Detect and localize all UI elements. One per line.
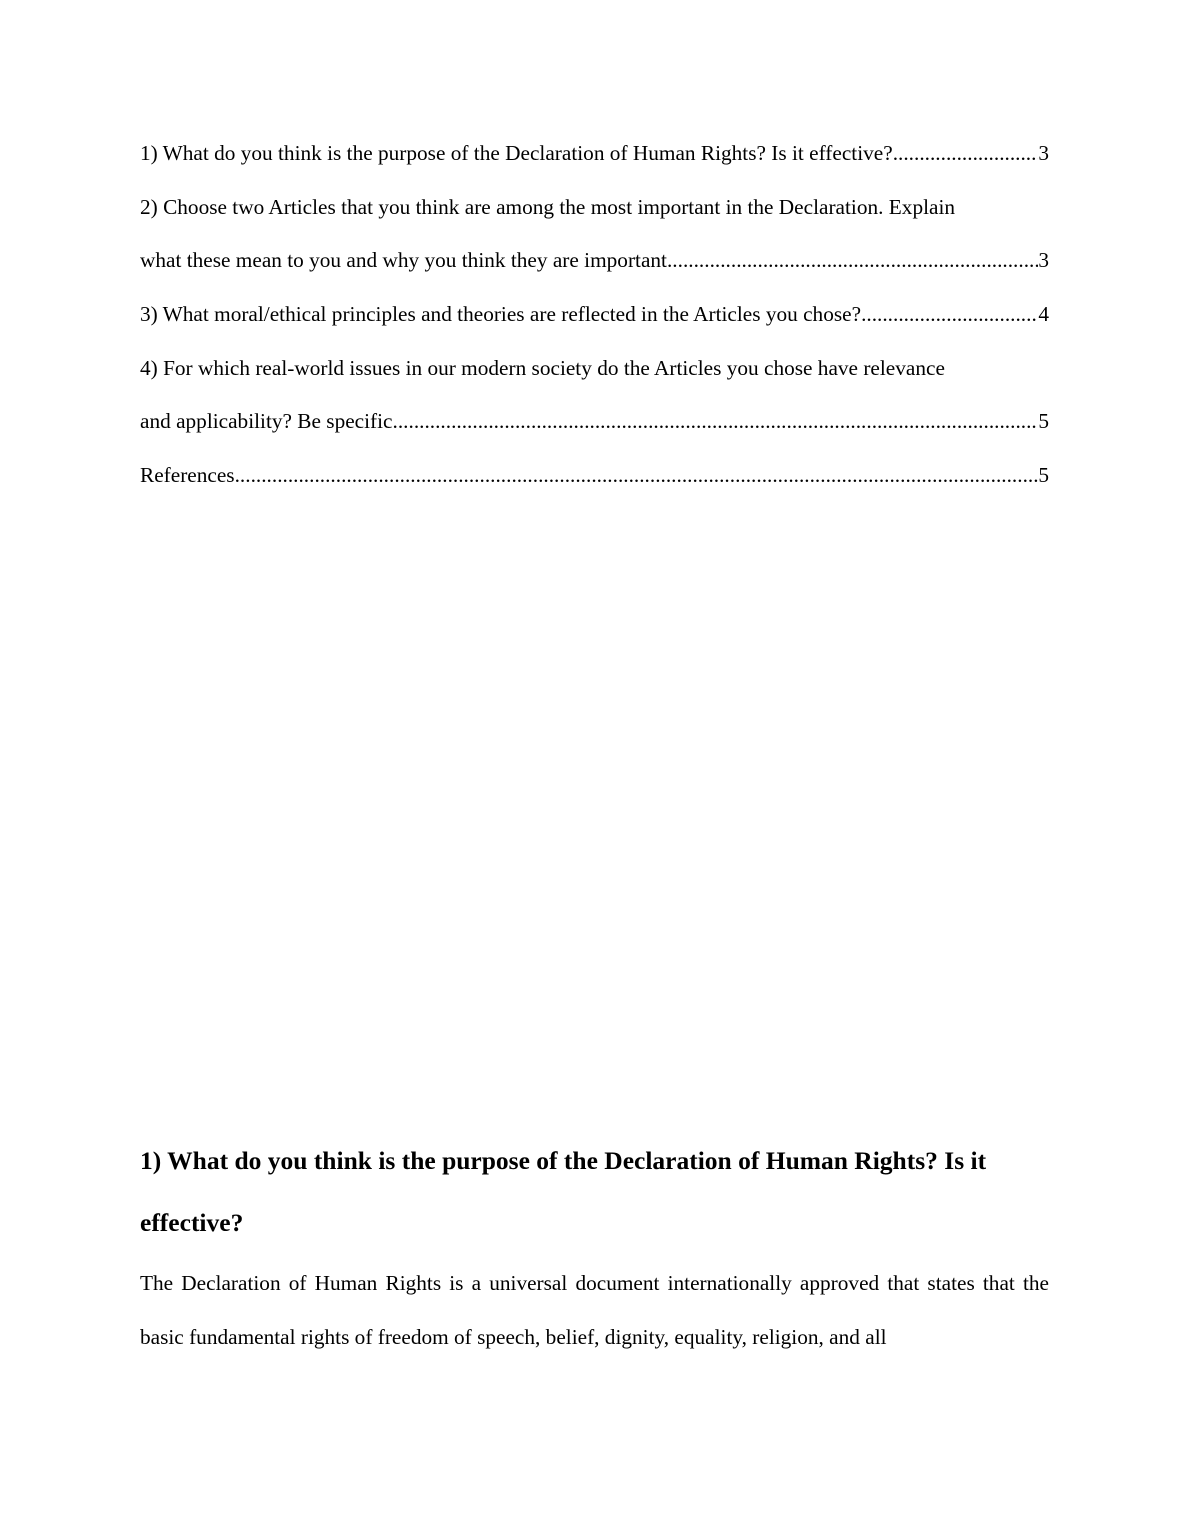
toc-page-number: 3 xyxy=(1038,141,1049,165)
toc-entry-references[interactable] xyxy=(140,449,1049,503)
toc-leader-dots xyxy=(393,395,1039,449)
section-1-paragraph: The Declaration of Human Rights is a universal document internationally approved that states that the basic fundamental rights of freedom of speech, belief, dignity, equality, religion, and all xyxy=(140,1271,1049,1349)
toc-entry-text: what these mean to you and why you think they are important xyxy=(140,248,667,273)
toc-entry-2-line-1[interactable] xyxy=(140,181,1049,235)
toc-page-number: 5 xyxy=(1038,463,1049,488)
toc-entry-1[interactable] xyxy=(140,127,1049,181)
toc-entry-text: 1) What do you think is the purpose of the Declaration of Human Rights? Is it effective? xyxy=(140,141,893,165)
toc-page-number: 5 xyxy=(1038,409,1049,434)
toc-entry-text: 4) For which real-world issues in our modern society do the Articles you chose have relevance xyxy=(140,355,945,380)
toc-entry-4-line-1[interactable] xyxy=(140,342,1049,396)
toc-leader-dots xyxy=(667,234,1038,288)
toc-entry-3[interactable] xyxy=(140,288,1049,342)
table-of-contents xyxy=(140,127,1049,503)
toc-entry-text: 2) Choose two Articles that you think are among the most important in the Declaration. Explain xyxy=(140,194,956,219)
toc-page-number: 4 xyxy=(1038,302,1049,327)
toc-entry-text: References xyxy=(140,463,235,488)
section-1-heading: 1) What do you think is the purpose of the Declaration of Human Rights? Is it effective? xyxy=(140,1146,987,1237)
toc-entry-text: 3) What moral/ethical principles and theories are reflected in the Articles you chose? xyxy=(140,302,862,327)
toc-leader-dots xyxy=(861,288,1038,342)
toc-leader-dots xyxy=(893,127,1039,181)
toc-entry-4[interactable] xyxy=(140,395,1049,449)
toc-entry-text: and applicability? Be specific xyxy=(140,409,393,434)
toc-page-number: 3 xyxy=(1038,248,1049,273)
toc-leader-dots xyxy=(235,449,1039,503)
toc-entry-2[interactable] xyxy=(140,234,1049,288)
